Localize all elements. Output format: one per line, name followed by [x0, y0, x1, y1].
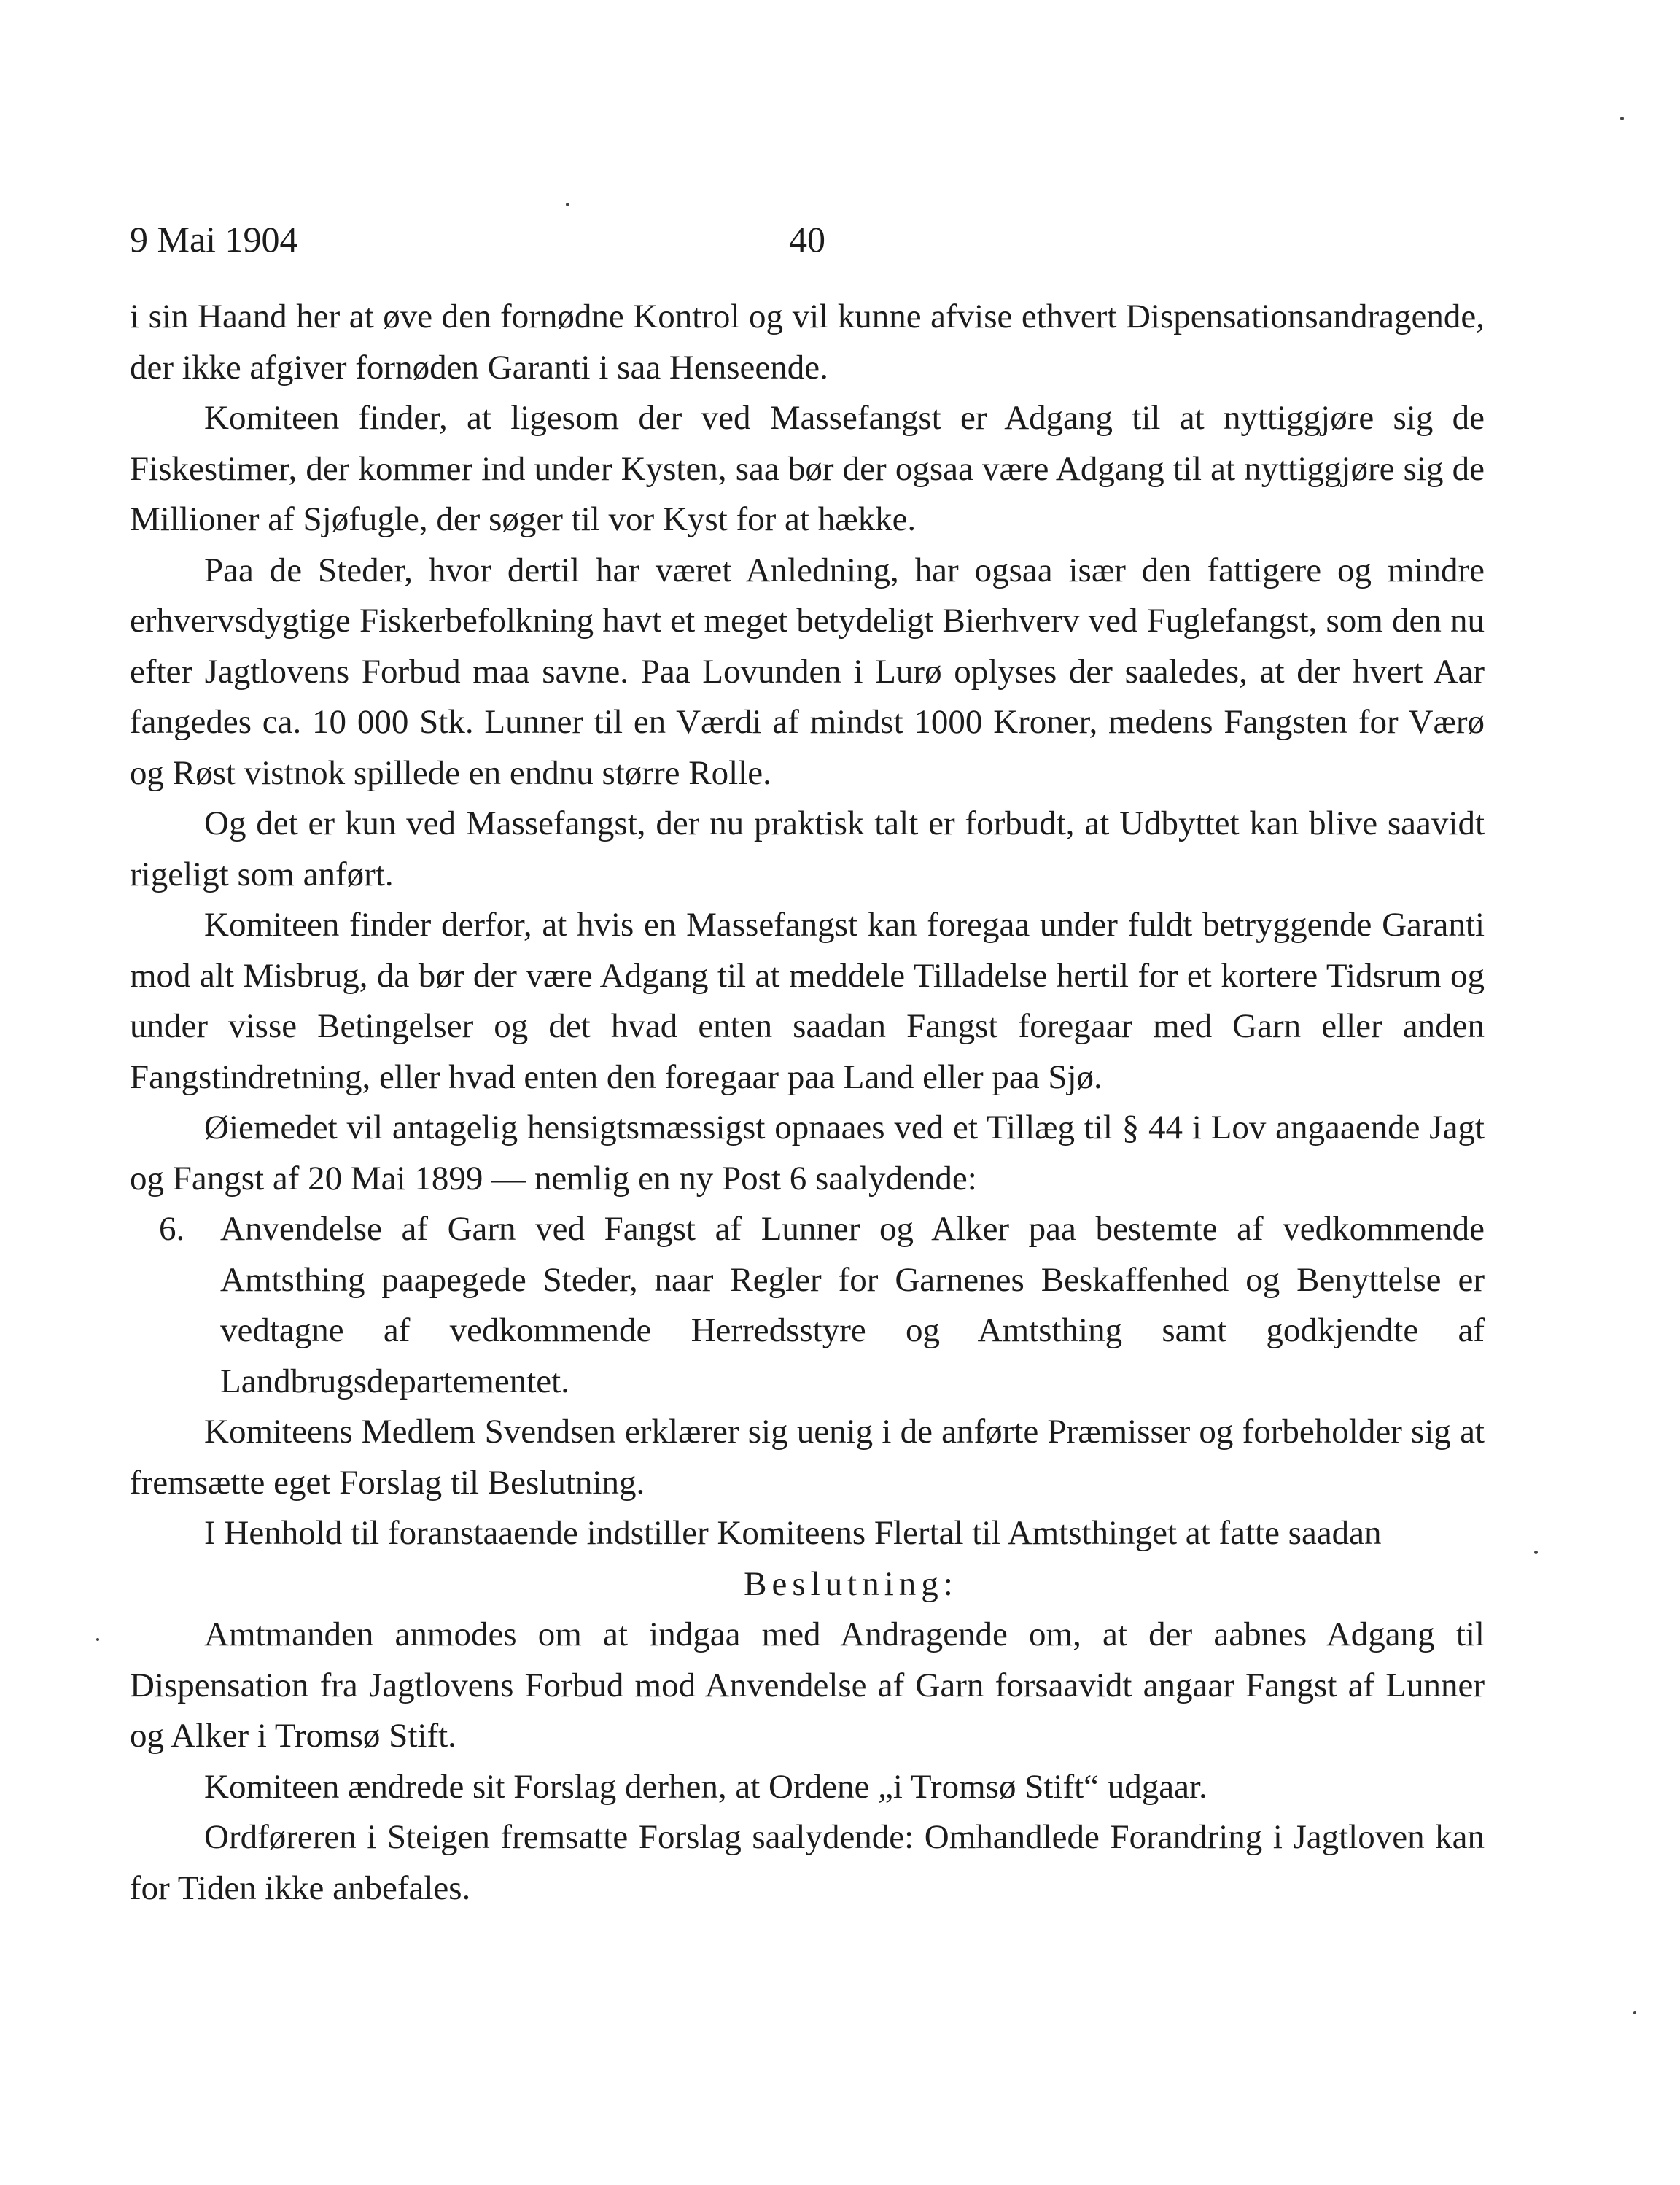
paragraph-5: Komiteen finder derfor, at hvis en Massefangst kan foregaa under fuldt betryggende Garanti mod alt Misbrug, da bør der være Adgang til at meddele Tilladelse hertil for et kortere Tidsrum og under visse Betingelser og det hvad enten saadan Fangst foregaar med Garn eller anden Fangstindretning, eller hvad enten den foregaar paa Land eller paa Sjø.: [130, 906, 1485, 1096]
scan-speck: [96, 1638, 99, 1641]
paragraph-9: Amtmanden anmodes om at indgaa med Andragende om, at der aabnes Adgang til Dispensation fra Jagtlovens Forbud mod Anvendelse af Garn forsaavidt angaar Fangst af Lunner og Alker i Tromsø Stift.: [130, 1615, 1485, 1755]
scan-speck: [1534, 1551, 1538, 1554]
resolution-heading: Beslutning:: [744, 1564, 958, 1603]
paragraph-10: Komiteen ændrede sit Forslag derhen, at Ordene „i Tromsø Stift“ udgaar.: [204, 1767, 1208, 1806]
list-item-post-6: [130, 1204, 1485, 1407]
paragraph-11: Ordføreren i Steigen fremsatte Forslag saalydende: Omhandlede Forandring i Jagtloven kan for Tiden ikke anbefales.: [130, 1818, 1485, 1907]
paragraph-6: Øiemedet vil antagelig hensigtsmæssigst opnaaes ved et Tillæg til § 44 i Lov angaaende Jagt og Fangst af 20 Mai 1899 — nemlig en ny Post 6 saalydende:: [130, 1109, 1485, 1198]
page-number: 40: [789, 219, 825, 260]
scan-speck: [1620, 117, 1624, 120]
scan-speck: [1633, 2011, 1636, 2014]
paragraph-1: i sin Haand her at øve den fornødne Kontrol og vil kunne afvise ethvert Dispensationsandragende, der ikke afgiver fornøden Garanti i saa Henseende.: [130, 298, 1485, 387]
page-date: 9 Mai 1904: [130, 219, 298, 260]
paragraph-3: Paa de Steder, hvor dertil har været Anledning, har ogsaa især den fattigere og mindre erhvervsdygtige Fiskerbefolkning havt et meget betydeligt Bierhverv ved Fuglefangst, som den nu efter Jagtlovens Forbud maa savne. Paa Lovunden i Lurø oplyses der saaledes, at der hvert Aar fangedes ca. 10 000 Stk. Lunner til en Værdi af mindst 1000 Kroner, medens Fangsten for Værø og Røst vistnok spillede en endnu større Rolle.: [130, 551, 1485, 792]
list-item-text: Anvendelse af Garn ved Fangst af Lunner og Alker paa bestemte af vedkommende Amtsthing paapegede Steder, naar Regler for Garnenes Beskaffenhed og Benyttelse er vedtagne af vedkommende Herredsstyre og Amtsthing samt godkjendte af Landbrugsdepartementet.: [220, 1210, 1485, 1400]
paragraph-8: I Henhold til foranstaaende indstiller Komiteens Flertal til Amtsthinget at fatte saadan: [204, 1514, 1382, 1552]
list-item-number: 6.: [159, 1210, 185, 1248]
paragraph-7: Komiteens Medlem Svendsen erklærer sig uenig i de anførte Præmisser og forbeholder sig at fremsætte eget Forslag til Beslutning.: [130, 1413, 1485, 1502]
paragraph-4: Og det er kun ved Massefangst, der nu praktisk talt er forbudt, at Udbyttet kan blive saavidt rigeligt som anført.: [130, 804, 1485, 893]
document-body: [130, 292, 1485, 1914]
paragraph-2: Komiteen finder, at ligesom der ved Massefangst er Adgang til at nyttiggjøre sig de Fiskestimer, der kommer ind under Kysten, saa bør der ogsaa være Adgang til at nyttiggjøre sig de Millioner af Sjøfugle, der søger til vor Kyst for at hække.: [130, 399, 1485, 538]
scan-speck: [566, 203, 569, 206]
